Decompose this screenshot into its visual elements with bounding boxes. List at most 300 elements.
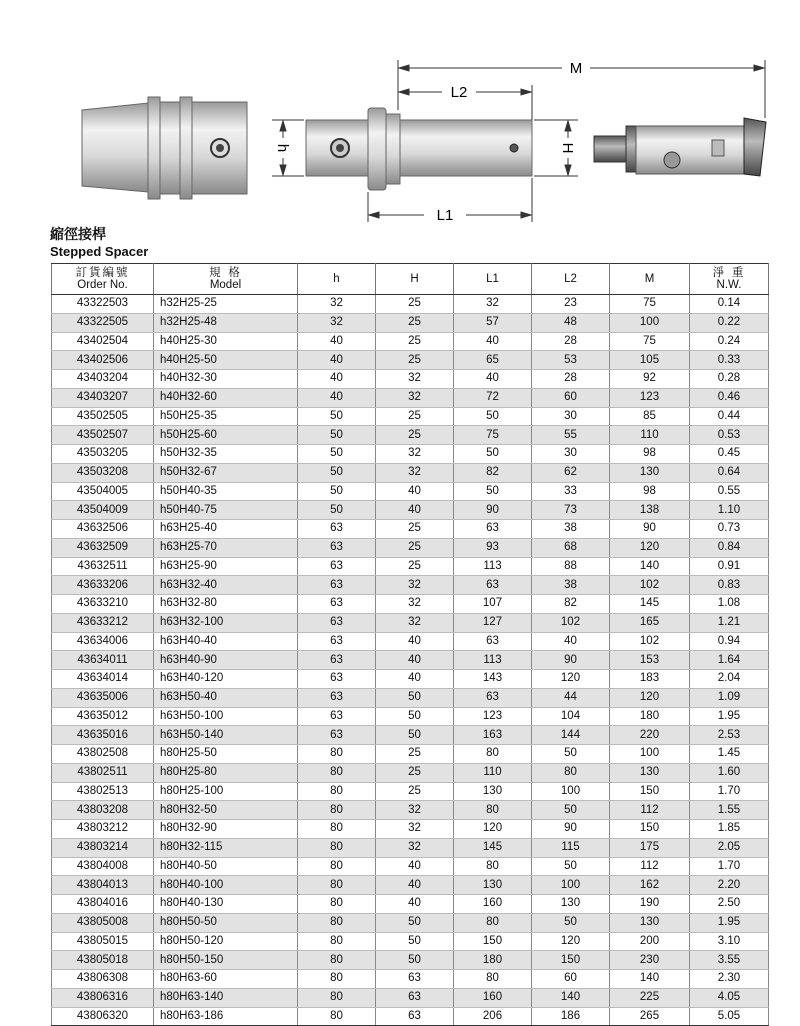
- table-row: [52, 763, 769, 782]
- table-cell: 0.46: [690, 388, 769, 407]
- section-title-chinese: 縮徑接桿: [50, 227, 106, 243]
- table-cell: 220: [610, 726, 690, 745]
- table-cell: 186: [532, 1007, 610, 1026]
- table-cell: 43403204: [52, 370, 154, 389]
- table-cell: 40: [298, 388, 376, 407]
- table-row: [52, 688, 769, 707]
- table-cell: 0.94: [690, 632, 769, 651]
- table-cell: 200: [610, 932, 690, 951]
- table-cell: 43633210: [52, 595, 154, 614]
- table-cell: 40: [376, 651, 454, 670]
- table-row: [52, 295, 769, 314]
- table-cell: 80: [298, 876, 376, 895]
- table-cell: 25: [376, 557, 454, 576]
- column-header: [610, 264, 690, 295]
- column-header: [154, 264, 298, 295]
- table-cell: 160: [454, 895, 532, 914]
- table-row: [52, 595, 769, 614]
- table-cell: 63: [454, 632, 532, 651]
- table-cell: 63: [298, 726, 376, 745]
- column-header-en: Model: [209, 279, 242, 291]
- table-cell: 43804008: [52, 857, 154, 876]
- table-cell: 123: [454, 707, 532, 726]
- table-row: [52, 745, 769, 764]
- table-cell: 90: [532, 651, 610, 670]
- table-row: [52, 445, 769, 464]
- table-cell: 150: [454, 932, 532, 951]
- table-cell: 43403207: [52, 388, 154, 407]
- dim-label-L1: L1: [436, 207, 454, 224]
- table-cell: 130: [610, 913, 690, 932]
- table-cell: 25: [376, 295, 454, 314]
- table-cell: 104: [532, 707, 610, 726]
- table-cell: 2.05: [690, 838, 769, 857]
- table-cell: 32: [376, 445, 454, 464]
- table-cell: 25: [376, 313, 454, 332]
- table-cell: 3.55: [690, 951, 769, 970]
- table-row: [52, 651, 769, 670]
- table-cell: 162: [610, 876, 690, 895]
- table-cell: 80: [298, 913, 376, 932]
- table-cell: 43805015: [52, 932, 154, 951]
- table-cell: 43634006: [52, 632, 154, 651]
- table-cell: h80H50-50: [154, 913, 298, 932]
- table-cell: 153: [610, 651, 690, 670]
- table-cell: h32H25-48: [154, 313, 298, 332]
- table-cell: 28: [532, 370, 610, 389]
- table-row: [52, 932, 769, 951]
- table-cell: h50H25-35: [154, 407, 298, 426]
- table-cell: 48: [532, 313, 610, 332]
- table-cell: 63: [298, 613, 376, 632]
- table-cell: 80: [454, 745, 532, 764]
- spec-table: [51, 263, 769, 1026]
- table-cell: 43633206: [52, 576, 154, 595]
- table-cell: h63H25-40: [154, 520, 298, 539]
- table-cell: 65: [454, 351, 532, 370]
- table-cell: 43634011: [52, 651, 154, 670]
- table-cell: h80H25-80: [154, 763, 298, 782]
- table-cell: 63: [298, 595, 376, 614]
- table-row: [52, 820, 769, 839]
- table-row: [52, 801, 769, 820]
- table-cell: 80: [298, 932, 376, 951]
- table-row: [52, 538, 769, 557]
- table-cell: 32: [298, 295, 376, 314]
- table-cell: 80: [298, 895, 376, 914]
- table-cell: 43803208: [52, 801, 154, 820]
- table-cell: 0.44: [690, 407, 769, 426]
- table-cell: 110: [454, 763, 532, 782]
- table-cell: 60: [532, 388, 610, 407]
- table-cell: 1.45: [690, 745, 769, 764]
- table-cell: 130: [454, 782, 532, 801]
- table-cell: 80: [298, 1007, 376, 1026]
- table-cell: 175: [610, 838, 690, 857]
- table-cell: 4.05: [690, 988, 769, 1007]
- table-cell: 43806308: [52, 970, 154, 989]
- table-cell: 50: [298, 445, 376, 464]
- table-cell: 0.33: [690, 351, 769, 370]
- column-header: [532, 264, 610, 295]
- table-cell: 85: [610, 407, 690, 426]
- table-cell: 2.04: [690, 670, 769, 689]
- table-row: [52, 913, 769, 932]
- table-cell: 43803212: [52, 820, 154, 839]
- section-title-english: Stepped Spacer: [50, 244, 149, 259]
- table-cell: 32: [376, 388, 454, 407]
- table-cell: 63: [298, 651, 376, 670]
- table-cell: 113: [454, 557, 532, 576]
- table-cell: 40: [298, 351, 376, 370]
- table-row: [52, 951, 769, 970]
- table-cell: 38: [532, 520, 610, 539]
- table-cell: 0.55: [690, 482, 769, 501]
- table-cell: 63: [298, 670, 376, 689]
- table-cell: 50: [298, 501, 376, 520]
- column-header-zh: 訂貨編號: [75, 265, 130, 279]
- table-row: [52, 463, 769, 482]
- table-cell: 38: [532, 576, 610, 595]
- table-cell: 80: [298, 782, 376, 801]
- table-cell: 0.64: [690, 463, 769, 482]
- table-cell: 145: [610, 595, 690, 614]
- table-cell: 82: [454, 463, 532, 482]
- table-row: [52, 895, 769, 914]
- table-cell: 0.24: [690, 332, 769, 351]
- table-cell: 43802513: [52, 782, 154, 801]
- table-cell: 63: [298, 538, 376, 557]
- table-cell: 80: [454, 801, 532, 820]
- table-row: [52, 351, 769, 370]
- table-cell: 100: [532, 782, 610, 801]
- table-cell: 127: [454, 613, 532, 632]
- table-cell: 63: [376, 988, 454, 1007]
- table-cell: 63: [298, 576, 376, 595]
- table-row: [52, 988, 769, 1007]
- table-row: [52, 838, 769, 857]
- table-body: [52, 295, 769, 1026]
- table-cell: 40: [298, 332, 376, 351]
- table-row: [52, 782, 769, 801]
- table-cell: h80H40-100: [154, 876, 298, 895]
- table-cell: h63H50-100: [154, 707, 298, 726]
- table-cell: h50H40-75: [154, 501, 298, 520]
- table-cell: h80H50-150: [154, 951, 298, 970]
- table-row: [52, 520, 769, 539]
- table-cell: 3.10: [690, 932, 769, 951]
- table-cell: h80H40-130: [154, 895, 298, 914]
- table-cell: 1.70: [690, 857, 769, 876]
- table-cell: 25: [376, 407, 454, 426]
- table-cell: h80H32-50: [154, 801, 298, 820]
- table-cell: 130: [454, 876, 532, 895]
- table-cell: 1.60: [690, 763, 769, 782]
- table-cell: 143: [454, 670, 532, 689]
- table-cell: 43633212: [52, 613, 154, 632]
- table-cell: 50: [454, 407, 532, 426]
- table-row: [52, 726, 769, 745]
- table-cell: 25: [376, 763, 454, 782]
- table-cell: 40: [376, 632, 454, 651]
- table-cell: 115: [532, 838, 610, 857]
- table-cell: 28: [532, 332, 610, 351]
- table-cell: 98: [610, 445, 690, 464]
- table-cell: 50: [532, 745, 610, 764]
- table-cell: 63: [298, 707, 376, 726]
- column-header-en: L2: [564, 272, 577, 285]
- table-cell: 1.21: [690, 613, 769, 632]
- table-cell: 43635006: [52, 688, 154, 707]
- table-cell: h40H25-50: [154, 351, 298, 370]
- table-row: [52, 613, 769, 632]
- stepped-spacer-illustration: [306, 108, 532, 190]
- table-cell: 100: [532, 876, 610, 895]
- table-cell: 130: [610, 463, 690, 482]
- column-header-en: L1: [486, 272, 499, 285]
- table-cell: 25: [376, 538, 454, 557]
- table-cell: 80: [298, 988, 376, 1007]
- table-cell: 190: [610, 895, 690, 914]
- table-cell: 43806316: [52, 988, 154, 1007]
- table-cell: 40: [532, 632, 610, 651]
- table-cell: 32: [376, 370, 454, 389]
- dim-label-h: h: [274, 143, 291, 153]
- table-cell: h80H32-115: [154, 838, 298, 857]
- table-cell: h80H63-186: [154, 1007, 298, 1026]
- table-cell: 53: [532, 351, 610, 370]
- table-cell: 150: [610, 782, 690, 801]
- table-row: [52, 632, 769, 651]
- table-cell: 32: [376, 595, 454, 614]
- table-cell: 63: [376, 970, 454, 989]
- column-header: [454, 264, 532, 295]
- table-row: [52, 876, 769, 895]
- table-cell: 25: [376, 351, 454, 370]
- table-cell: 88: [532, 557, 610, 576]
- table-cell: 80: [454, 970, 532, 989]
- column-header: [690, 264, 769, 295]
- table-cell: 63: [454, 520, 532, 539]
- table-cell: h40H25-30: [154, 332, 298, 351]
- table-cell: 80: [532, 763, 610, 782]
- table-row: [52, 501, 769, 520]
- table-row: [52, 970, 769, 989]
- table-cell: 43402506: [52, 351, 154, 370]
- table-cell: 63: [298, 632, 376, 651]
- table-cell: 32: [376, 838, 454, 857]
- table-cell: 50: [376, 726, 454, 745]
- table-cell: 80: [298, 970, 376, 989]
- table-row: [52, 482, 769, 501]
- table-cell: 50: [532, 857, 610, 876]
- table-cell: h50H32-67: [154, 463, 298, 482]
- table-cell: 1.70: [690, 782, 769, 801]
- table-cell: h63H25-70: [154, 538, 298, 557]
- table-cell: 43805008: [52, 913, 154, 932]
- table-cell: 32: [298, 313, 376, 332]
- table-cell: 50: [298, 426, 376, 445]
- table-cell: 63: [454, 576, 532, 595]
- table-cell: 230: [610, 951, 690, 970]
- table-cell: 50: [376, 707, 454, 726]
- table-cell: 75: [610, 332, 690, 351]
- table-cell: 50: [298, 407, 376, 426]
- table-cell: 43803214: [52, 838, 154, 857]
- table-cell: 32: [376, 820, 454, 839]
- table-cell: 43502507: [52, 426, 154, 445]
- table-cell: 43632511: [52, 557, 154, 576]
- table-cell: 112: [610, 801, 690, 820]
- table-cell: 120: [610, 538, 690, 557]
- table-cell: 120: [532, 932, 610, 951]
- table-cell: 206: [454, 1007, 532, 1026]
- table-cell: 73: [532, 501, 610, 520]
- table-cell: 43634014: [52, 670, 154, 689]
- table-cell: 43632506: [52, 520, 154, 539]
- table-cell: 63: [376, 1007, 454, 1026]
- table-cell: 2.30: [690, 970, 769, 989]
- table-cell: 50: [532, 913, 610, 932]
- table-cell: 50: [376, 932, 454, 951]
- table-cell: 75: [454, 426, 532, 445]
- table-cell: 130: [532, 895, 610, 914]
- table-cell: 40: [454, 332, 532, 351]
- table-cell: 120: [454, 820, 532, 839]
- table-cell: 150: [532, 951, 610, 970]
- table-cell: 80: [298, 857, 376, 876]
- dim-label-H: H: [559, 142, 576, 154]
- table-cell: 0.45: [690, 445, 769, 464]
- table-cell: 150: [610, 820, 690, 839]
- table-cell: 2.20: [690, 876, 769, 895]
- table-cell: 120: [610, 688, 690, 707]
- table-row: [52, 857, 769, 876]
- table-cell: 130: [610, 763, 690, 782]
- table-cell: 0.83: [690, 576, 769, 595]
- table-cell: 43322505: [52, 313, 154, 332]
- table-cell: 50: [454, 445, 532, 464]
- table-cell: 55: [532, 426, 610, 445]
- table-cell: 43635012: [52, 707, 154, 726]
- table-cell: h63H50-40: [154, 688, 298, 707]
- table-cell: 1.10: [690, 501, 769, 520]
- table-cell: 43503208: [52, 463, 154, 482]
- table-cell: 43805018: [52, 951, 154, 970]
- table-cell: 43632509: [52, 538, 154, 557]
- table-cell: 5.05: [690, 1007, 769, 1026]
- table-cell: 144: [532, 726, 610, 745]
- table-cell: 265: [610, 1007, 690, 1026]
- table-cell: 102: [610, 632, 690, 651]
- table-cell: 43802511: [52, 763, 154, 782]
- column-header: [52, 264, 154, 295]
- table-cell: 32: [376, 463, 454, 482]
- table-cell: 102: [610, 576, 690, 595]
- column-header: [298, 264, 376, 295]
- table-cell: 140: [532, 988, 610, 1007]
- table-row: [52, 576, 769, 595]
- table-cell: 112: [610, 857, 690, 876]
- table-cell: 43802508: [52, 745, 154, 764]
- table-cell: 43806320: [52, 1007, 154, 1026]
- table-cell: 43804013: [52, 876, 154, 895]
- table-cell: h80H50-120: [154, 932, 298, 951]
- table-cell: 0.22: [690, 313, 769, 332]
- table-cell: 50: [298, 463, 376, 482]
- table-cell: h50H32-35: [154, 445, 298, 464]
- table-cell: 25: [376, 782, 454, 801]
- table-cell: 43804016: [52, 895, 154, 914]
- table-cell: 138: [610, 501, 690, 520]
- table-cell: 72: [454, 388, 532, 407]
- table-cell: 62: [532, 463, 610, 482]
- column-header: [376, 264, 454, 295]
- table-cell: 57: [454, 313, 532, 332]
- table-cell: 180: [454, 951, 532, 970]
- table-cell: 60: [532, 970, 610, 989]
- table-cell: 43402504: [52, 332, 154, 351]
- table-cell: 1.85: [690, 820, 769, 839]
- table-cell: 2.53: [690, 726, 769, 745]
- table-cell: h80H25-100: [154, 782, 298, 801]
- boring-head-illustration: [594, 118, 766, 176]
- table-cell: h80H63-60: [154, 970, 298, 989]
- table-cell: 50: [454, 482, 532, 501]
- table-cell: 40: [298, 370, 376, 389]
- table-cell: h40H32-60: [154, 388, 298, 407]
- table-cell: 183: [610, 670, 690, 689]
- column-header-zh: 淨 重: [712, 265, 746, 279]
- table-cell: 0.14: [690, 295, 769, 314]
- table-cell: 30: [532, 407, 610, 426]
- table-cell: 1.55: [690, 801, 769, 820]
- table-cell: h50H25-60: [154, 426, 298, 445]
- table-cell: h80H32-90: [154, 820, 298, 839]
- table-cell: h63H40-90: [154, 651, 298, 670]
- table-cell: 40: [376, 670, 454, 689]
- dim-label-L2: L2: [450, 84, 468, 101]
- table-row: [52, 557, 769, 576]
- table-cell: 82: [532, 595, 610, 614]
- table-cell: 80: [298, 745, 376, 764]
- table-cell: 105: [610, 351, 690, 370]
- table-cell: 40: [376, 501, 454, 520]
- table-row: [52, 1007, 769, 1026]
- table-cell: 25: [376, 520, 454, 539]
- table-cell: 80: [298, 801, 376, 820]
- table-cell: 163: [454, 726, 532, 745]
- table-cell: 43502505: [52, 407, 154, 426]
- table-cell: 44: [532, 688, 610, 707]
- table-cell: 90: [454, 501, 532, 520]
- table-cell: 43635016: [52, 726, 154, 745]
- table-cell: 40: [454, 370, 532, 389]
- table-cell: 145: [454, 838, 532, 857]
- table-cell: 50: [376, 951, 454, 970]
- table-row: [52, 388, 769, 407]
- table-cell: 40: [376, 895, 454, 914]
- table-cell: 0.53: [690, 426, 769, 445]
- table-cell: 98: [610, 482, 690, 501]
- table-cell: h63H32-40: [154, 576, 298, 595]
- table-row: [52, 332, 769, 351]
- table-cell: 165: [610, 613, 690, 632]
- table-cell: 80: [454, 857, 532, 876]
- table-cell: 100: [610, 745, 690, 764]
- table-cell: 92: [610, 370, 690, 389]
- table-row: [52, 407, 769, 426]
